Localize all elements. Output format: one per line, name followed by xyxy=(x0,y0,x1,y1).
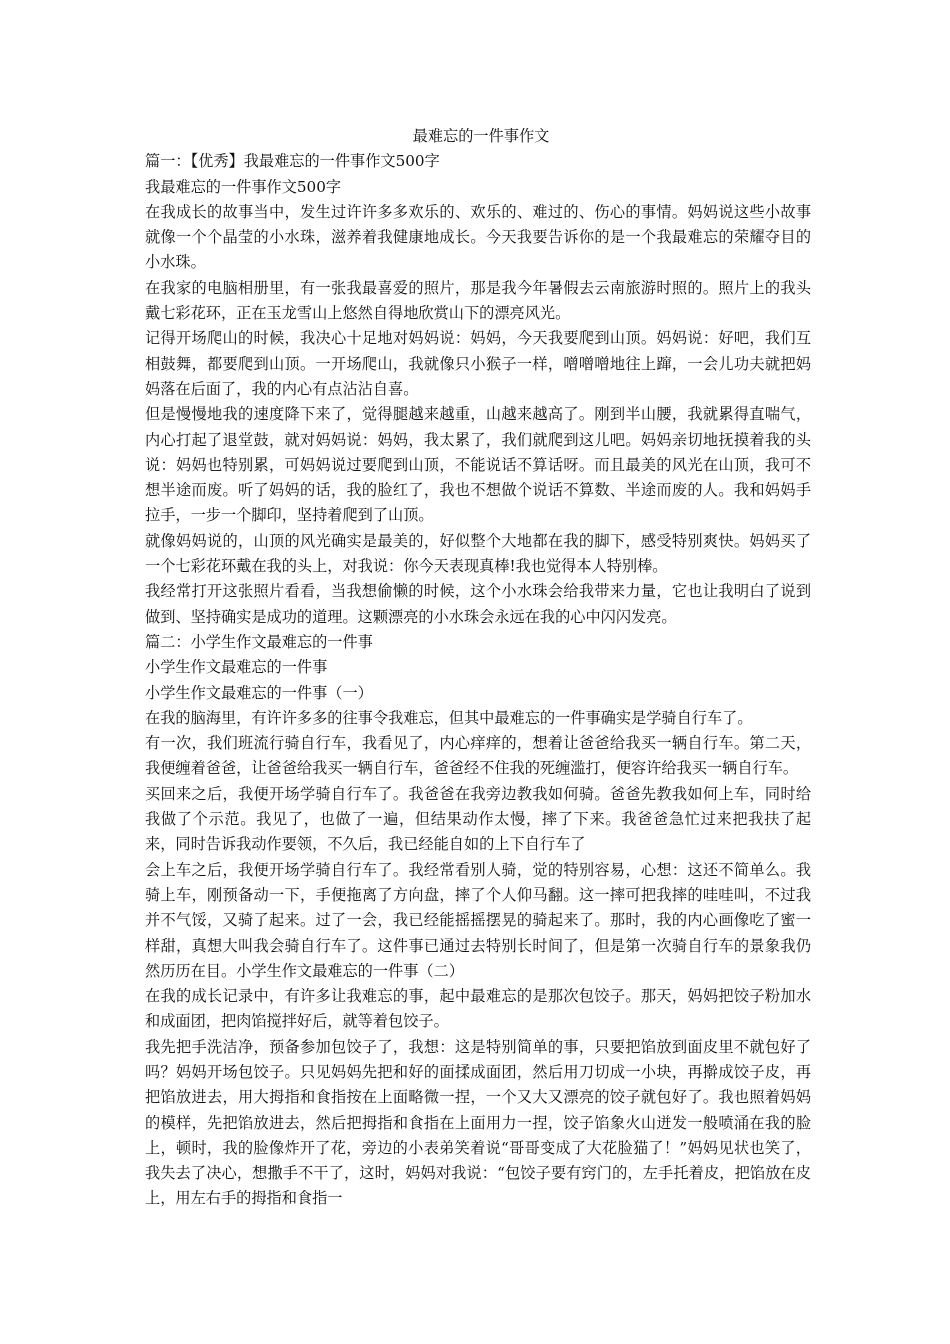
paragraph: 就像妈妈说的，山顶的风光确实是最美的，好似整个大地都在我的脚下，感受特别爽快。妈妈买了一个七彩花环戴在我的头上，对我说：你今天表现真棒!我也觉得本人特别棒。 xyxy=(145,531,811,576)
section-heading-2: 篇二：小学生作文最难忘的一件事 xyxy=(145,632,373,651)
document-page xyxy=(145,124,811,1212)
paragraph: 在我的成长记录中，有许多让我难忘的事，起中最难忘的是那次包饺子。那天，妈妈把饺子粉加水和成面团，把肉馅搅拌好后，就等着包饺子。 xyxy=(145,987,811,1031)
paragraph: 买回来之后，我便开场学骑自行车了。我爸爸在我旁边教我如何骑。爸爸先教我如何上车，同时给我做了个示范。我见了，也做了一遍，但结果动作太慢，摔了下来。我爸爸急忙过来把我扶了起来，同时告诉我动作要领，不久后，我已经能自如的上下自行车了 xyxy=(145,784,811,854)
paragraph: 在我的脑海里，有许许多多的往事令我难忘，但其中最难忘的一件事确实是学骑自行车了。 xyxy=(145,708,753,727)
subheading: 我最难忘的一件事作文500字 xyxy=(145,177,342,196)
paragraph: 我先把手洗洁净，预备参加包饺子了，我想：这是特别简单的事，只要把馅放到面皮里不就包好了吗？妈妈开场包饺子。只见妈妈先把和好的面揉成面团，然后用刀切成一小块，再擀成饺子皮，再把馅放进去，用大拇指和食指按在上面略微一捏，一个又大又漂亮的饺子就包好了。我也照着妈妈的模样，先把馅放进去，然后把拇指和食指在上面用力一捏，饺子馅象火山迸发一般喷涌在我的脸上，顿时，我的脸像炸开了花，旁边的小表弟笑着说“哥哥变成了大花脸猫了！”妈妈见状也笑了，我失去了决心，想撒手不干了，这时，妈妈对我说：“包饺子要有窍门的，左手托着皮，把馅放在皮上，用左右手的拇指和食指一 xyxy=(145,1037,811,1208)
paragraph: 会上车之后，我便开场学骑自行车了。我经常看别人骑，觉的特别容易，心想：这还不简单么。我骑上车，刚预备动一下，手便拖离了方向盘，摔了个人仰马翻。这一摔可把我摔的哇哇叫，不过我并不气馁，又骑了起来。过了一会，我已经能摇摇摆晃的骑起来了。那时，我的内心画像吃了蜜一样甜，真想大叫我会骑自行车了。这件事已通过去特别长时间了，但是第一次骑自行车的景象我仍然历历在目。小学生作文最难忘的一件事（二） xyxy=(145,860,811,980)
subheading: 小学生作文最难忘的一件事（一） xyxy=(145,683,373,702)
paragraph: 我经常打开这张照片看看，当我想偷懒的时候，这个小水珠会给我带来力量，它也让我明白了说到做到、坚持确实是成功的道理。这颗漂亮的小水珠会永远在我的心中闪闪发亮。 xyxy=(145,582,811,626)
document-title: 最难忘的一件事作文 xyxy=(412,127,550,145)
paragraph: 但是慢慢地我的速度降下来了，觉得腿越来越重，山越来越高了。刚到半山腰，我就累得直喘气，内心打起了退堂鼓，就对妈妈说：妈妈，我太累了，我们就爬到这儿吧。妈妈亲切地抚摸着我的头说：妈妈也特别累，可妈妈说过要爬到山顶，不能说话不算话呀。而且最美的风光在山顶，我可不想半途而废。听了妈妈的话，我的脸红了，我也不想做个说话不算数、半途而废的人。我和妈妈手拉手，一步一个脚印，坚持着爬到了山顶。 xyxy=(145,405,811,525)
subheading: 小学生作文最难忘的一件事 xyxy=(145,658,328,677)
paragraph: 在我成长的故事当中，发生过许许多多欢乐的、欢乐的、难过的、伤心的事情。妈妈说这些小故事就像一个个晶莹的小水珠，滋养着我健康地成长。今天我要告诉你的是一个我最难忘的荣耀夺目的小水珠。 xyxy=(145,202,811,272)
paragraph: 在我家的电脑相册里，有一张我最喜爱的照片，那是我今年暑假去云南旅游时照的。照片上的我头戴七彩花环，正在玉龙雪山上悠然自得地欣赏山下的漂亮风光。 xyxy=(145,278,811,323)
paragraph: 有一次，我们班流行骑自行车，我看见了，内心痒痒的，想着让爸爸给我买一辆自行车。第二天，我便缠着爸爸，让爸爸给我买一辆自行车，爸爸经不住我的死缠滥打，便容许给我买一辆自行车。 xyxy=(145,734,811,778)
section-heading-1: 篇一：【优秀】我最难忘的一件事作文500字 xyxy=(145,152,440,171)
paragraph: 记得开场爬山的时候，我决心十足地对妈妈说：妈妈，今天我要爬到山顶。妈妈说：好吧，我们互相鼓舞，都要爬到山顶。一开场爬山，我就像只小猴子一样，噌噌噌地往上蹿，一会儿功夫就把妈妈落在后面了，我的内心有点沾沾自喜。 xyxy=(145,329,811,398)
